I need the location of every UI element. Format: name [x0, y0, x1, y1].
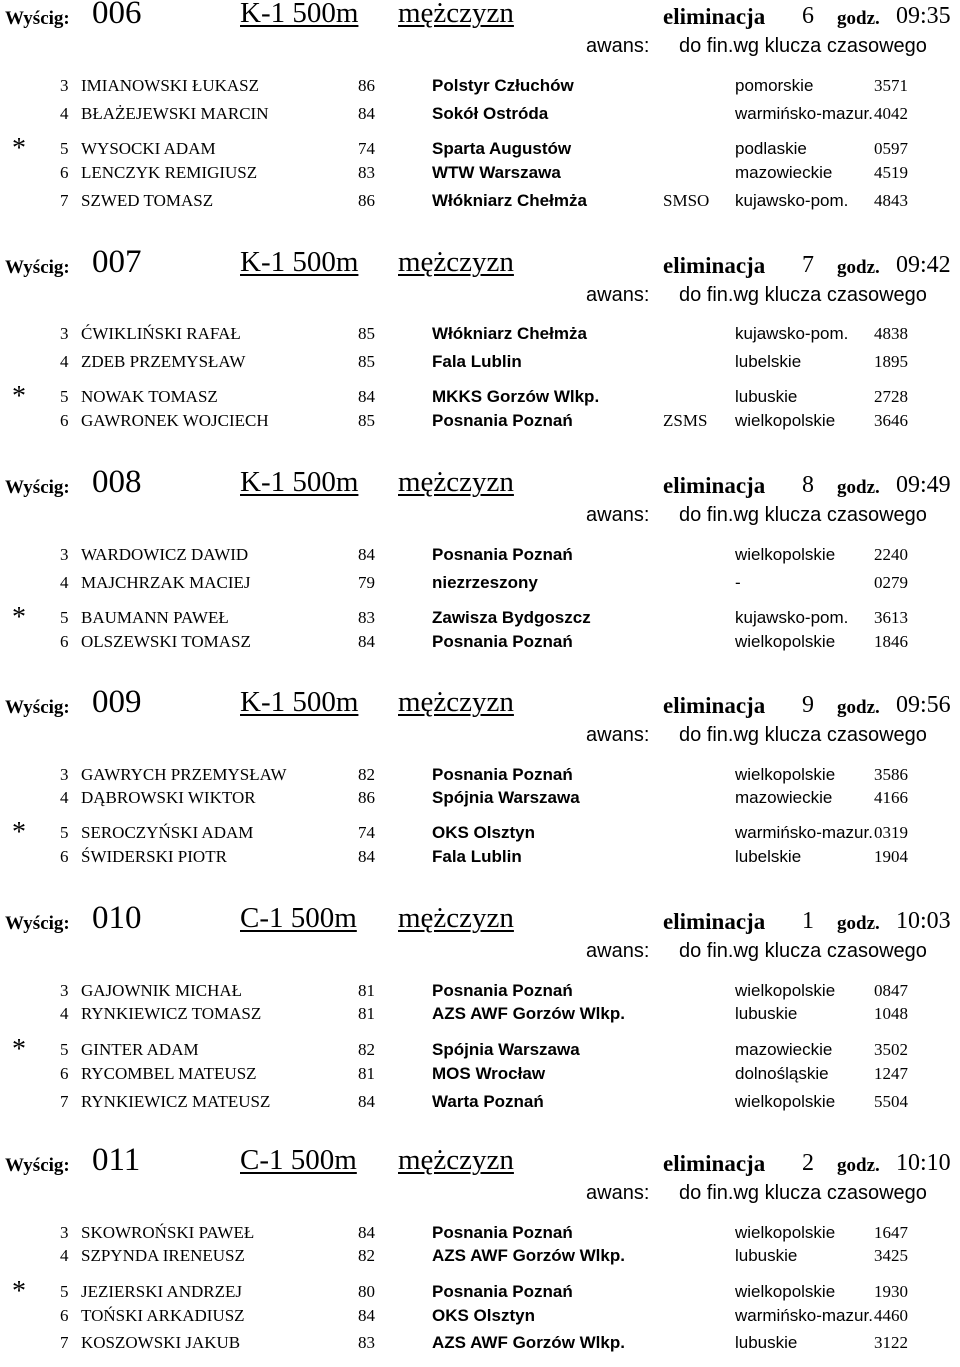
- entry-row: [0, 602, 960, 633]
- race-label: Wyścig:: [5, 697, 70, 718]
- region: dolnośląskie: [735, 1064, 829, 1083]
- race-header: [0, 900, 960, 939]
- birth-year: 80: [358, 1282, 375, 1301]
- race-block: [0, 900, 960, 1125]
- entry-row: [0, 981, 960, 1003]
- race-label: Wyścig:: [5, 477, 70, 498]
- lane-number: 6: [60, 632, 69, 651]
- license-number: 4460: [874, 1306, 908, 1325]
- heat-label: eliminacja: [663, 909, 766, 934]
- athlete-name: RYCOMBEL MATEUSZ: [81, 1064, 257, 1083]
- license-number: 5504: [874, 1092, 908, 1111]
- birth-year: 83: [358, 608, 375, 627]
- club-name: Włókniarz Chełmża: [432, 191, 587, 210]
- entry-row: [0, 1223, 960, 1245]
- athlete-name: WYSOCKI ADAM: [81, 139, 216, 158]
- entry-row: [0, 352, 960, 374]
- region: lubuskie: [735, 1004, 798, 1023]
- school: SMSO: [663, 191, 710, 210]
- entry-row: [0, 1246, 960, 1268]
- license-number: 3586: [874, 765, 908, 784]
- birth-year: 81: [358, 981, 375, 1000]
- license-number: 3646: [874, 411, 908, 430]
- birth-year: 84: [358, 387, 375, 406]
- race-class: C-1 500m: [240, 1144, 357, 1176]
- region: -: [735, 573, 741, 592]
- club-name: MOS Wrocław: [432, 1064, 546, 1083]
- birth-year: 86: [358, 76, 375, 95]
- race-class: C-1 500m: [240, 902, 357, 934]
- region: mazowieckie: [735, 1040, 833, 1059]
- entry-row: [0, 1092, 960, 1114]
- athlete-name: SKOWROŃSKI PAWEŁ: [81, 1223, 255, 1242]
- heat-label: eliminacja: [663, 1151, 766, 1176]
- athlete-name: SEROCZYŃSKI ADAM: [81, 823, 254, 842]
- advancement-rule: do fin.wg klucza czasowego: [679, 504, 927, 526]
- lane-number: 4: [60, 104, 69, 123]
- lane-number: 3: [60, 981, 69, 1000]
- club-name: Sparta Augustów: [432, 139, 572, 158]
- region: warmińsko-mazur.: [735, 1306, 873, 1325]
- license-number: 3122: [874, 1333, 908, 1352]
- entry-row: [0, 545, 960, 567]
- advancement-rule: do fin.wg klucza czasowego: [679, 724, 927, 746]
- race-number: 010: [92, 900, 142, 936]
- entry-row: [0, 1333, 960, 1355]
- race-time: 09:35: [896, 3, 951, 29]
- license-number: 0319: [874, 823, 908, 842]
- race-category: mężczyzn: [398, 902, 514, 934]
- lane-number: 3: [60, 1223, 69, 1242]
- athlete-name: MAJCHRZAK MACIEJ: [81, 573, 251, 592]
- license-number: 1048: [874, 1004, 908, 1023]
- lane-number: 7: [60, 1092, 69, 1111]
- club-name: MKKS Gorzów Wlkp.: [432, 387, 600, 406]
- club-name: Spójnia Warszawa: [432, 788, 580, 807]
- advancement-label: awans:: [586, 35, 650, 57]
- license-number: 4519: [874, 163, 908, 182]
- license-number: 1904: [874, 847, 908, 866]
- region: wielkopolskie: [735, 1092, 836, 1111]
- entry-row: [0, 324, 960, 346]
- lane-number: 3: [60, 324, 69, 343]
- race-header: [0, 244, 960, 283]
- entry-row: [0, 1034, 960, 1065]
- marker-star: *: [12, 817, 26, 848]
- lane-number: 6: [60, 1306, 69, 1325]
- race-time: 09:49: [896, 472, 951, 498]
- advancement-label: awans:: [586, 1182, 650, 1204]
- athlete-name: DĄBROWSKI WIKTOR: [81, 788, 256, 807]
- entry-row: [0, 1276, 960, 1307]
- birth-year: 84: [358, 632, 375, 651]
- race-number: 011: [92, 1142, 141, 1178]
- birth-year: 82: [358, 765, 375, 784]
- race-header: [0, 0, 960, 34]
- license-number: 4166: [874, 788, 908, 807]
- athlete-name: GINTER ADAM: [81, 1040, 199, 1059]
- license-number: 4838: [874, 324, 908, 343]
- athlete-name: KOSZOWSKI JAKUB: [81, 1333, 241, 1352]
- region: wielkopolskie: [735, 632, 836, 651]
- athlete-name: TOŃSKI ARKADIUSZ: [81, 1306, 245, 1325]
- birth-year: 81: [358, 1004, 375, 1023]
- region: warmińsko-mazur.: [735, 823, 873, 842]
- race-header: [0, 684, 960, 723]
- race-label: Wyścig:: [5, 8, 70, 29]
- heat-number: 8: [802, 472, 814, 498]
- heat-label: eliminacja: [663, 4, 766, 29]
- lane-number: 4: [60, 1004, 69, 1023]
- birth-year: 86: [358, 191, 375, 210]
- region: warmińsko-mazur.: [735, 104, 873, 123]
- race-class: K-1 500m: [240, 466, 359, 498]
- region: wielkopolskie: [735, 411, 836, 430]
- lane-number: 5: [60, 608, 69, 627]
- club-name: OKS Olsztyn: [432, 823, 535, 842]
- region: wielkopolskie: [735, 1282, 836, 1301]
- club-name: AZS AWF Gorzów Wlkp.: [432, 1246, 625, 1265]
- birth-year: 85: [358, 324, 375, 343]
- club-name: OKS Olsztyn: [432, 1306, 535, 1325]
- license-number: 4042: [874, 104, 908, 123]
- entry-row: [0, 133, 960, 164]
- athlete-name: SZWED TOMASZ: [81, 191, 214, 210]
- advancement-rule: do fin.wg klucza czasowego: [679, 940, 927, 962]
- lane-number: 4: [60, 788, 69, 807]
- club-name: AZS AWF Gorzów Wlkp.: [432, 1333, 625, 1352]
- athlete-name: NOWAK TOMASZ: [81, 387, 218, 406]
- club-name: Sokół Ostróda: [432, 104, 549, 123]
- entry-row: [0, 632, 960, 654]
- heat-label: eliminacja: [663, 473, 766, 498]
- lane-number: 5: [60, 823, 69, 842]
- race-label: Wyścig:: [5, 1155, 70, 1176]
- race-time: 09:56: [896, 692, 951, 718]
- region: wielkopolskie: [735, 981, 836, 1000]
- race-label: Wyścig:: [5, 913, 70, 934]
- race-block: [0, 0, 960, 220]
- entry-row: [0, 104, 960, 126]
- time-label: godz.: [837, 1155, 880, 1176]
- school: ZSMS: [663, 411, 708, 430]
- heat-number: 1: [802, 908, 814, 934]
- region: wielkopolskie: [735, 765, 836, 784]
- advancement-row: [0, 284, 960, 310]
- birth-year: 82: [358, 1246, 375, 1265]
- birth-year: 83: [358, 1333, 375, 1352]
- license-number: 3613: [874, 608, 908, 627]
- race-category: mężczyzn: [398, 686, 514, 718]
- advancement-row: [0, 35, 960, 61]
- region: mazowieckie: [735, 788, 833, 807]
- lane-number: 5: [60, 387, 69, 406]
- advancement-label: awans:: [586, 504, 650, 526]
- lane-number: 6: [60, 847, 69, 866]
- license-number: 3425: [874, 1246, 908, 1265]
- heat-label: eliminacja: [663, 693, 766, 718]
- region: lubelskie: [735, 352, 802, 371]
- entry-row: [0, 1004, 960, 1026]
- heat-number: 7: [802, 252, 814, 278]
- advancement-row: [0, 1182, 960, 1208]
- region: kujawsko-pom.: [735, 191, 849, 210]
- advancement-label: awans:: [586, 284, 650, 306]
- marker-star: *: [12, 381, 26, 412]
- entry-row: [0, 1306, 960, 1328]
- race-block: [0, 1142, 960, 1367]
- lane-number: 4: [60, 573, 69, 592]
- athlete-name: RYNKIEWICZ MATEUSZ: [81, 1092, 271, 1111]
- region: kujawsko-pom.: [735, 608, 849, 627]
- athlete-name: BŁAŻEJEWSKI MARCIN: [81, 104, 269, 123]
- race-header: [0, 464, 960, 503]
- region: lubuskie: [735, 1246, 798, 1265]
- athlete-name: JEZIERSKI ANDRZEJ: [81, 1282, 243, 1301]
- lane-number: 6: [60, 1064, 69, 1083]
- advancement-row: [0, 504, 960, 530]
- athlete-name: BAUMANN PAWEŁ: [81, 608, 229, 627]
- license-number: 2240: [874, 545, 908, 564]
- birth-year: 83: [358, 163, 375, 182]
- club-name: Posnania Poznań: [432, 632, 573, 651]
- athlete-name: IMIANOWSKI ŁUKASZ: [81, 76, 260, 95]
- entry-row: [0, 381, 960, 412]
- race-block: [0, 464, 960, 689]
- birth-year: 84: [358, 104, 375, 123]
- advancement-rule: do fin.wg klucza czasowego: [679, 284, 927, 306]
- heat-number: 2: [802, 1150, 814, 1176]
- birth-year: 84: [358, 1223, 375, 1242]
- race-block: [0, 684, 960, 909]
- athlete-name: GAWRYCH PRZEMYSŁAW: [81, 765, 287, 784]
- lane-number: 3: [60, 76, 69, 95]
- region: lubuskie: [735, 387, 798, 406]
- race-category: mężczyzn: [398, 0, 514, 29]
- club-name: AZS AWF Gorzów Wlkp.: [432, 1004, 625, 1023]
- club-name: Posnania Poznań: [432, 411, 573, 430]
- heat-number: 9: [802, 692, 814, 718]
- lane-number: 5: [60, 1282, 69, 1301]
- time-label: godz.: [837, 257, 880, 278]
- athlete-name: ĆWIKLIŃSKI RAFAŁ: [81, 324, 241, 343]
- birth-year: 82: [358, 1040, 375, 1059]
- entry-row: [0, 76, 960, 98]
- race-label: Wyścig:: [5, 257, 70, 278]
- lane-number: 4: [60, 352, 69, 371]
- lane-number: 7: [60, 191, 69, 210]
- marker-star: *: [12, 1034, 26, 1065]
- advancement-row: [0, 724, 960, 750]
- time-label: godz.: [837, 697, 880, 718]
- entry-row: [0, 817, 960, 848]
- race-category: mężczyzn: [398, 466, 514, 498]
- race-number: 007: [92, 244, 142, 280]
- club-name: Posnania Poznań: [432, 545, 573, 564]
- lane-number: 5: [60, 1040, 69, 1059]
- race-time: 10:10: [896, 1150, 951, 1176]
- entry-row: [0, 573, 960, 595]
- birth-year: 84: [358, 545, 375, 564]
- time-label: godz.: [837, 477, 880, 498]
- license-number: 1647: [874, 1223, 908, 1242]
- advancement-rule: do fin.wg klucza czasowego: [679, 35, 927, 57]
- athlete-name: LENCZYK REMIGIUSZ: [81, 163, 258, 182]
- club-name: Włókniarz Chełmża: [432, 324, 587, 343]
- entry-row: [0, 1064, 960, 1086]
- birth-year: 84: [358, 1092, 375, 1111]
- athlete-name: SZPYNDA IRENEUSZ: [81, 1246, 245, 1265]
- marker-star: *: [12, 602, 26, 633]
- club-name: WTW Warszawa: [432, 163, 561, 182]
- club-name: Spójnia Warszawa: [432, 1040, 580, 1059]
- race-class: K-1 500m: [240, 0, 359, 29]
- entry-row: [0, 847, 960, 869]
- birth-year: 74: [358, 139, 375, 158]
- athlete-name: GAWRONEK WOJCIECH: [81, 411, 269, 430]
- advancement-label: awans:: [586, 724, 650, 746]
- birth-year: 74: [358, 823, 375, 842]
- birth-year: 81: [358, 1064, 375, 1083]
- license-number: 0847: [874, 981, 908, 1000]
- birth-year: 84: [358, 1306, 375, 1325]
- birth-year: 86: [358, 788, 375, 807]
- athlete-name: ŚWIDERSKI PIOTR: [81, 847, 227, 866]
- license-number: 3571: [874, 76, 908, 95]
- birth-year: 85: [358, 352, 375, 371]
- entry-row: [0, 411, 960, 433]
- lane-number: 3: [60, 545, 69, 564]
- club-name: Posnania Poznań: [432, 1223, 573, 1242]
- race-category: mężczyzn: [398, 246, 514, 278]
- birth-year: 79: [358, 573, 375, 592]
- club-name: niezrzeszony: [432, 573, 538, 592]
- license-number: 1895: [874, 352, 908, 371]
- time-label: godz.: [837, 913, 880, 934]
- race-number: 009: [92, 684, 142, 720]
- club-name: Posnania Poznań: [432, 765, 573, 784]
- license-number: 4843: [874, 191, 908, 210]
- region: pomorskie: [735, 76, 814, 95]
- race-class: K-1 500m: [240, 686, 359, 718]
- athlete-name: RYNKIEWICZ TOMASZ: [81, 1004, 262, 1023]
- region: mazowieckie: [735, 163, 833, 182]
- region: kujawsko-pom.: [735, 324, 849, 343]
- lane-number: 7: [60, 1333, 69, 1352]
- lane-number: 3: [60, 765, 69, 784]
- advancement-row: [0, 940, 960, 966]
- lane-number: 6: [60, 163, 69, 182]
- time-label: godz.: [837, 8, 880, 29]
- entry-row: [0, 163, 960, 185]
- race-number: 008: [92, 464, 142, 500]
- club-name: Fala Lublin: [432, 352, 522, 371]
- race-block: [0, 244, 960, 469]
- athlete-name: WARDOWICZ DAWID: [81, 545, 249, 564]
- license-number: 3502: [874, 1040, 908, 1059]
- birth-year: 85: [358, 411, 375, 430]
- region: podlaskie: [735, 139, 807, 158]
- club-name: Posnania Poznań: [432, 981, 573, 1000]
- license-number: 1930: [874, 1282, 908, 1301]
- club-name: Warta Poznań: [432, 1092, 544, 1111]
- region: wielkopolskie: [735, 545, 836, 564]
- athlete-name: GAJOWNIK MICHAŁ: [81, 981, 243, 1000]
- region: lubuskie: [735, 1333, 798, 1352]
- athlete-name: ZDEB PRZEMYSŁAW: [81, 352, 246, 371]
- license-number: 0597: [874, 139, 908, 158]
- region: wielkopolskie: [735, 1223, 836, 1242]
- club-name: Zawisza Bydgoszcz: [432, 608, 591, 627]
- license-number: 2728: [874, 387, 908, 406]
- club-name: Polstyr Człuchów: [432, 76, 574, 95]
- heat-label: eliminacja: [663, 253, 766, 278]
- athlete-name: OLSZEWSKI TOMASZ: [81, 632, 251, 651]
- lane-number: 6: [60, 411, 69, 430]
- advancement-rule: do fin.wg klucza czasowego: [679, 1182, 927, 1204]
- lane-number: 5: [60, 139, 69, 158]
- license-number: 1846: [874, 632, 908, 651]
- lane-number: 4: [60, 1246, 69, 1265]
- region: lubelskie: [735, 847, 802, 866]
- race-class: K-1 500m: [240, 246, 359, 278]
- race-number: 006: [92, 0, 142, 31]
- entry-row: [0, 191, 960, 213]
- birth-year: 84: [358, 847, 375, 866]
- race-header: [0, 1142, 960, 1181]
- marker-star: *: [12, 133, 26, 164]
- club-name: Fala Lublin: [432, 847, 522, 866]
- entry-row: [0, 788, 960, 810]
- race-time: 09:42: [896, 252, 951, 278]
- entry-row: [0, 765, 960, 787]
- license-number: 0279: [874, 573, 908, 592]
- marker-star: *: [12, 1276, 26, 1307]
- race-category: mężczyzn: [398, 1144, 514, 1176]
- license-number: 1247: [874, 1064, 908, 1083]
- heat-number: 6: [802, 3, 814, 29]
- club-name: Posnania Poznań: [432, 1282, 573, 1301]
- race-time: 10:03: [896, 908, 951, 934]
- advancement-label: awans:: [586, 940, 650, 962]
